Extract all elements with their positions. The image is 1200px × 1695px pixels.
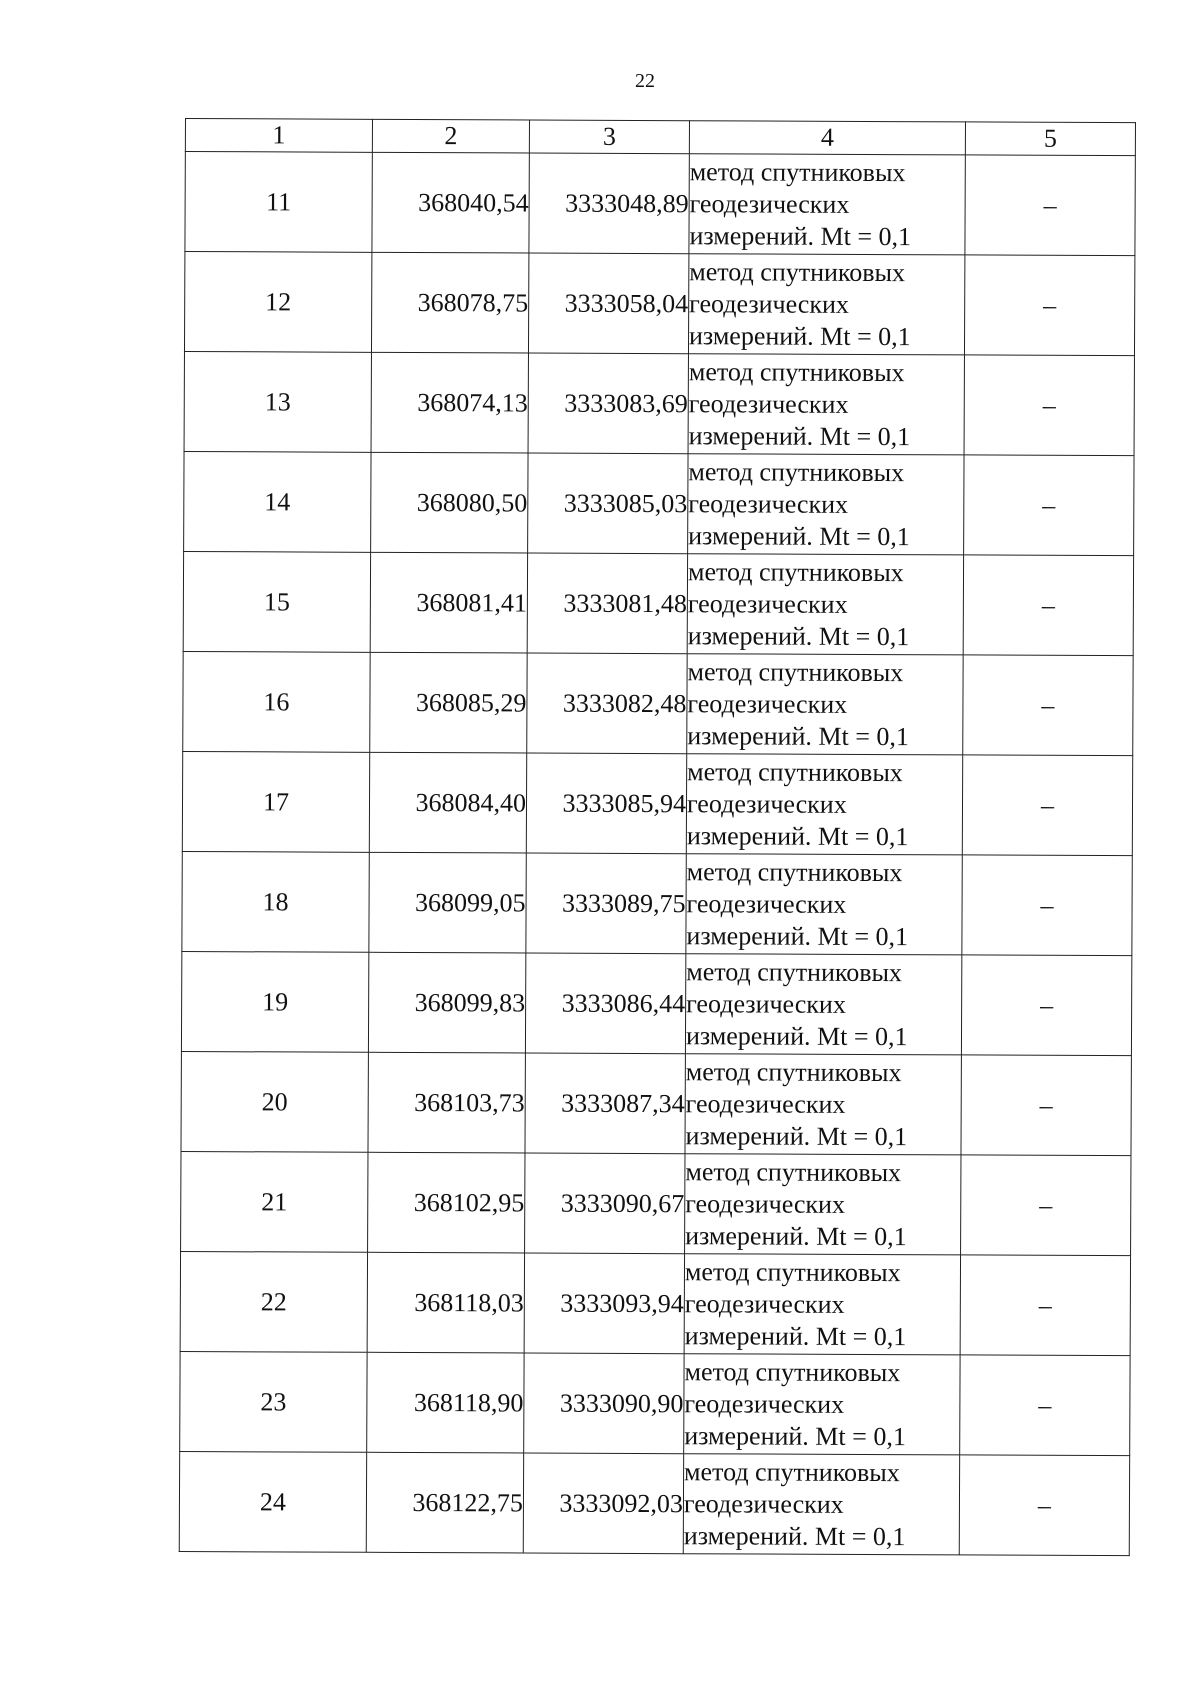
note-cell: – [961,1055,1131,1156]
point-number-cell: 22 [180,1251,367,1352]
x-coordinate-cell: 368078,75 [371,252,528,353]
method-line-1: метод спутниковых [689,256,906,287]
table-row [182,851,1132,955]
method-cell [688,454,964,555]
method-line-2: геодезических [683,1488,844,1519]
note-cell: – [963,555,1133,656]
y-coordinate-cell: 3333087,34 [525,1053,685,1154]
method-line-1: метод спутниковых [688,356,905,387]
table-row [184,451,1134,555]
coordinates-table [179,118,1136,1556]
x-coordinate-cell: 368084,40 [369,752,526,853]
y-coordinate-cell: 3333090,90 [524,1353,684,1454]
method-line-3: измерений. Mt = 0,1 [688,320,911,351]
method-line-1: метод спутниковых [684,1256,901,1287]
method-cell [686,754,962,855]
note-cell: – [961,955,1131,1056]
x-coordinate-cell: 368099,83 [368,952,525,1053]
point-number-cell: 21 [181,1151,368,1252]
method-line-2: геодезических [687,588,848,619]
table-row [183,651,1133,755]
column-header-2: 2 [372,119,529,153]
y-coordinate-cell: 3333058,04 [528,253,688,354]
method-line-2: геодезических [686,788,847,819]
y-coordinate-cell: 3333089,75 [526,853,686,954]
method-line-2: геодезических [684,1288,845,1319]
method-line-2: геодезических [689,188,850,219]
method-cell [688,254,964,355]
y-coordinate-cell: 3333086,44 [525,953,685,1054]
table-row [180,1251,1130,1355]
x-coordinate-cell: 368081,41 [370,552,527,653]
method-cell [685,1054,961,1155]
method-line-2: геодезических [688,488,849,519]
method-line-1: метод спутниковых [686,956,903,987]
method-line-3: измерений. Mt = 0,1 [686,920,909,951]
x-coordinate-cell: 368122,75 [366,1452,523,1553]
method-line-1: метод спутниковых [689,156,906,187]
x-coordinate-cell: 368040,54 [372,152,529,253]
column-header-5: 5 [965,122,1135,156]
point-number-cell: 14 [184,451,371,552]
method-line-1: метод спутниковых [684,1456,900,1487]
y-coordinate-cell: 3333081,48 [527,553,687,654]
note-cell: – [962,755,1132,856]
x-coordinate-cell: 368118,03 [367,1252,524,1353]
y-coordinate-cell: 3333090,67 [525,1153,685,1254]
x-coordinate-cell: 368074,13 [371,352,528,453]
note-cell: – [959,1455,1129,1556]
x-coordinate-cell: 368085,29 [370,652,527,753]
table-row [184,252,1134,356]
table-header [185,119,1135,156]
method-line-2: геодезических [688,388,849,419]
method-line-2: геодезических [686,988,846,1019]
x-coordinate-cell: 368103,73 [368,1052,525,1153]
method-cell [684,1354,960,1455]
method-line-2: геодезических [687,688,848,719]
table-row [180,1351,1130,1455]
note-cell: – [964,255,1134,356]
method-line-3: измерений. Mt = 0,1 [685,1220,907,1251]
method-line-1: метод спутниковых [687,556,904,587]
method-line-3: измерений. Mt = 0,1 [686,820,909,851]
point-number-cell: 12 [184,252,371,353]
method-line-2: геодезических [689,288,849,319]
method-line-2: геодезических [685,1188,846,1219]
point-number-cell: 11 [185,152,372,253]
x-coordinate-cell: 368080,50 [371,452,528,553]
point-number-cell: 16 [183,651,370,752]
method-line-3: измерений. Mt = 0,1 [689,220,912,251]
method-cell [689,154,965,255]
point-number-cell: 19 [181,951,368,1052]
y-coordinate-cell: 3333048,89 [529,153,689,254]
note-cell: – [961,1155,1131,1256]
method-cell [686,854,962,955]
method-line-1: метод спутниковых [687,656,904,687]
table-row [179,1451,1129,1555]
method-line-3: измерений. Mt = 0,1 [687,720,909,751]
y-coordinate-cell: 3333085,94 [526,753,686,854]
method-line-3: измерений. Mt = 0,1 [685,1020,908,1051]
table-row [185,152,1135,256]
page-number: 22 [635,70,655,92]
method-cell [685,1154,961,1255]
method-cell [685,954,961,1055]
method-line-3: измерений. Mt = 0,1 [685,1120,908,1151]
header-row [185,119,1135,156]
method-cell [687,654,963,755]
point-number-cell: 20 [181,1051,368,1152]
method-line-3: измерений. Mt = 0,1 [684,1420,906,1451]
method-line-3: измерений. Mt = 0,1 [687,620,910,651]
column-header-3: 3 [529,120,689,154]
note-cell: – [963,655,1133,756]
note-cell: – [962,855,1132,956]
method-cell [684,1254,960,1355]
method-line-2: геодезических [685,1088,846,1119]
method-line-1: метод спутниковых [684,1356,901,1387]
note-cell: – [965,155,1135,256]
method-line-2: геодезических [686,888,847,919]
point-number-cell: 15 [183,551,370,652]
column-header-4: 4 [689,121,965,155]
x-coordinate-cell: 368102,95 [368,1152,525,1253]
method-cell [688,354,964,455]
method-line-2: геодезических [684,1388,845,1419]
table-row [181,1051,1131,1155]
method-line-1: метод спутниковых [686,856,903,887]
table-body [179,152,1135,1556]
x-coordinate-cell: 368118,90 [367,1352,524,1453]
table-row [182,751,1132,855]
method-line-3: измерений. Mt = 0,1 [688,420,911,451]
method-line-3: измерений. Mt = 0,1 [683,1520,906,1551]
y-coordinate-cell: 3333083,69 [528,353,688,454]
method-line-3: измерений. Mt = 0,1 [688,520,910,551]
y-coordinate-cell: 3333092,03 [523,1453,683,1554]
y-coordinate-cell: 3333093,94 [524,1253,684,1354]
point-number-cell: 23 [180,1351,367,1452]
table-row [183,551,1133,655]
method-cell [683,1454,959,1555]
method-line-1: метод спутниковых [685,1156,902,1187]
y-coordinate-cell: 3333082,48 [527,653,687,754]
method-line-3: измерений. Mt = 0,1 [684,1320,907,1351]
point-number-cell: 17 [182,751,369,852]
note-cell: – [960,1255,1130,1356]
method-line-1: метод спутниковых [685,1056,902,1087]
y-coordinate-cell: 3333085,03 [528,453,688,554]
x-coordinate-cell: 368099,05 [369,852,526,953]
note-cell: – [964,355,1134,456]
point-number-cell: 18 [182,851,369,952]
point-number-cell: 24 [179,1451,366,1552]
method-line-1: метод спутниковых [687,756,903,787]
method-line-1: метод спутниковых [688,456,905,487]
table-row [181,1151,1131,1255]
column-header-1: 1 [185,119,372,153]
point-number-cell: 13 [184,351,371,452]
table-row [184,351,1134,455]
note-cell: – [960,1355,1130,1456]
table-row [181,951,1131,1055]
note-cell: – [964,455,1134,556]
method-cell [687,554,963,655]
